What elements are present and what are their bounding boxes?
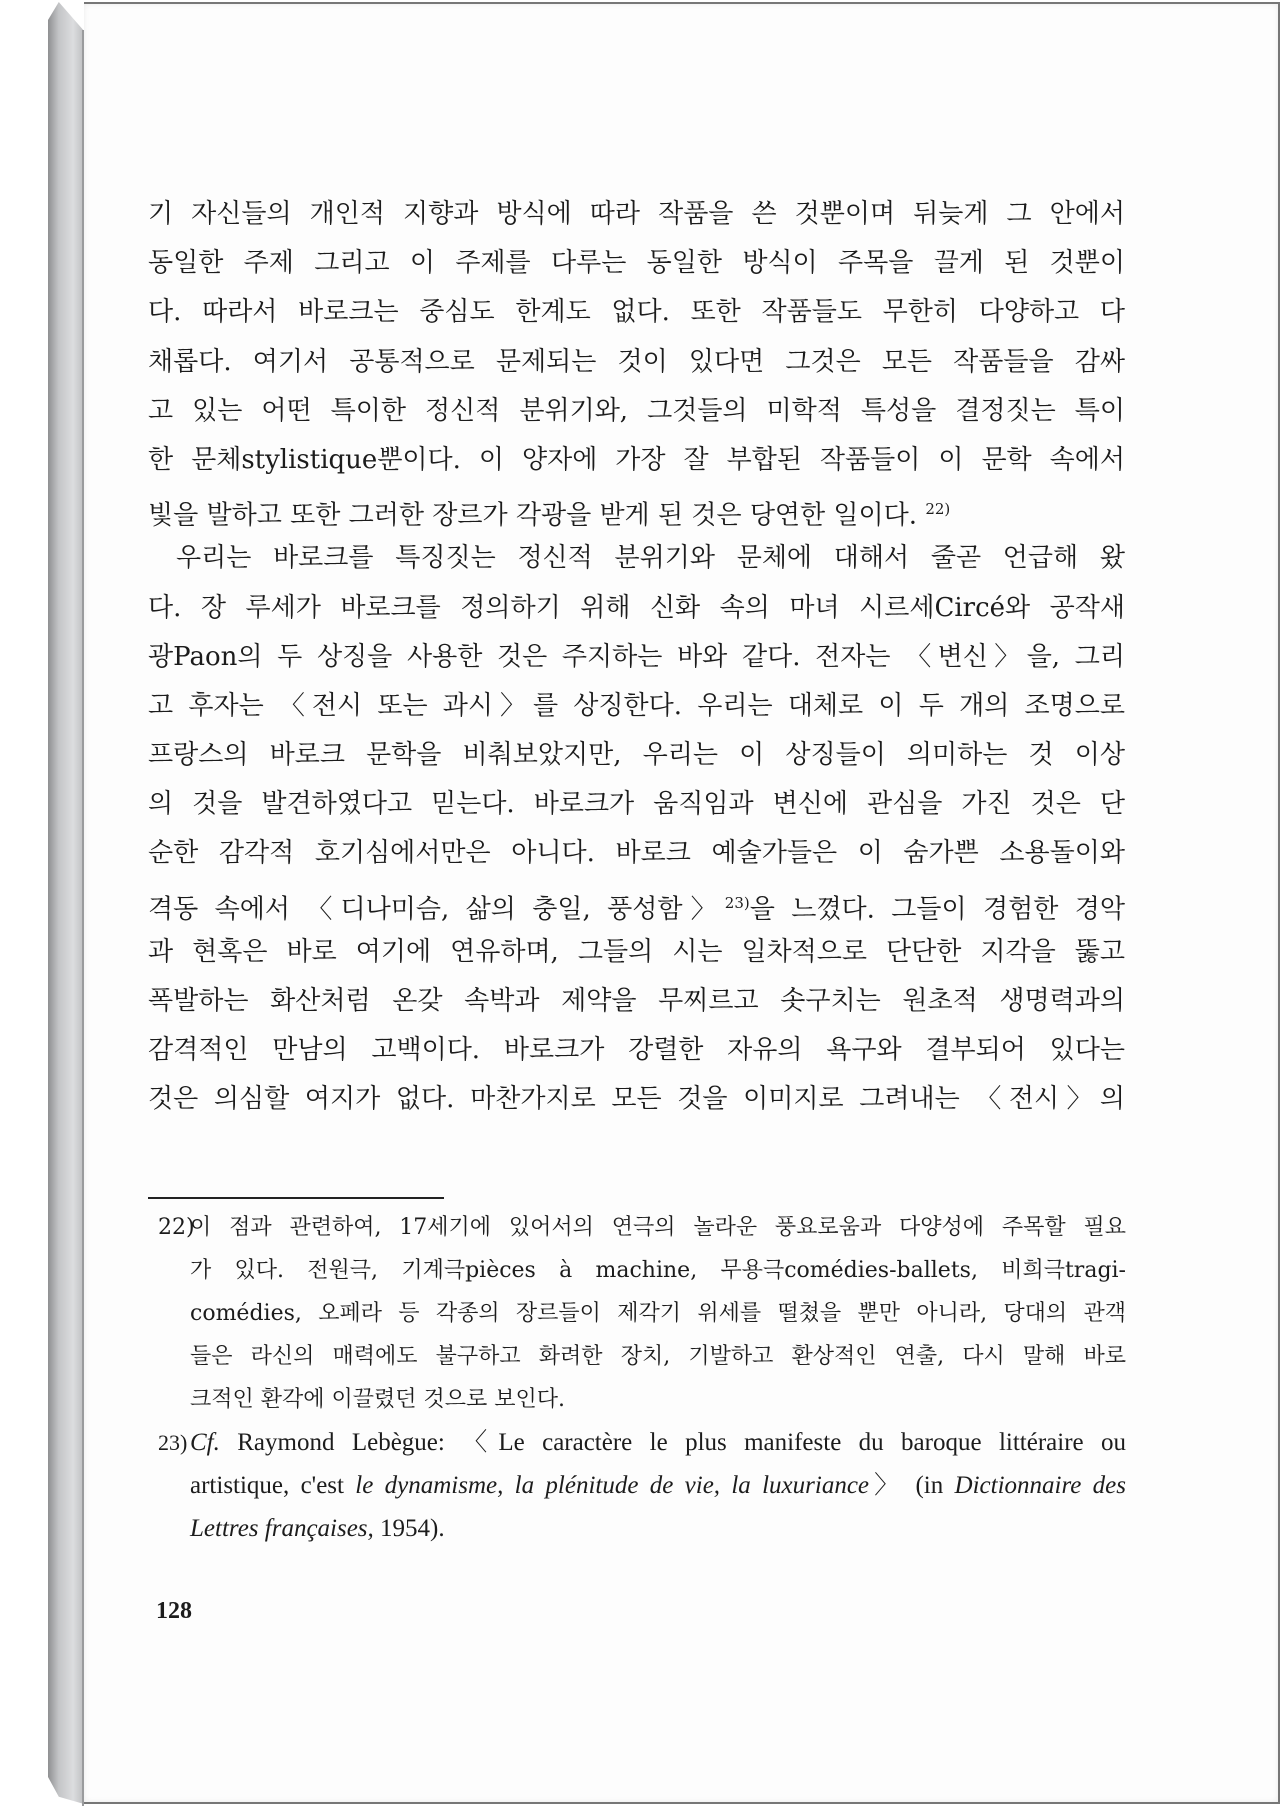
footnote-text: 이 점과 관련하여, 17세기에 있어서의 연극의 놀라운 풍요로움과 다양성에 주목할 필요	[190, 1215, 1126, 1240]
body-line: 우리는 바로크를 특징짓는 정신적 분위기와 문체에 대해서 줄곧 언급해 왔	[176, 543, 1125, 574]
body-line: 과 현혹은 바로 여기에 연유하며, 그들의 시는 일차적으로 단단한 지각을 뚫고	[148, 936, 1125, 967]
body-line: 채롭다. 여기서 공통적으로 문제되는 것이 있다면 그것은 모든 작품들을 감싸	[148, 346, 1125, 377]
note-ref-23: 23)	[724, 893, 750, 912]
body-line: 기 자신들의 개인적 지향과 방식에 따라 작품을 쓴 것뿐이며 뒤늦게 그 안에서	[148, 199, 1125, 229]
footnote-quote: le dynamisme, la plénitude de vie, la luxuriance	[355, 1472, 870, 1499]
note-ref-22: 22)	[925, 500, 951, 519]
body-line-text: 을 느꼈다. 그들이 경험한 경악	[749, 894, 1125, 925]
body-line: 고 있는 어떤 특이한 정신적 분위기와, 그것들의 미학적 특성을 결정짓는 특이	[148, 395, 1125, 426]
footnote-source-title: Dictionnaire des	[954, 1472, 1126, 1499]
footnote-number: 22)	[158, 1215, 195, 1240]
footnote-22-line: 들은 라신의 매력에도 불구하고 화려한 장치, 기발하고 환상적인 연출, 다시 말해 바로	[190, 1344, 1126, 1369]
body-line-text: 격동 속에서 〈디나미슴, 삶의 충일, 풍성함〉	[148, 894, 725, 925]
footnote-number: 23)	[158, 1430, 188, 1455]
footnote-source-title: Lettres françaises,	[190, 1515, 374, 1542]
body-line: 다. 따라서 바로크는 중심도 한계도 없다. 또한 작품들도 무한히 다양하고 다	[148, 297, 1125, 328]
footnote-23-line	[158, 1421, 1126, 1464]
footnote-22-line: comédies, 오페라 등 각종의 장르들이 제각기 위세를 떨쳤을 뿐만 아니라, 당대의 관객	[190, 1301, 1126, 1326]
body-line: 프랑스의 바로크 문학을 비춰보았지만, 우리는 이 상징들이 의미하는 것 이상	[148, 740, 1125, 771]
body-line: 감격적인 만남의 고백이다. 바로크가 강렬한 자유의 욕구와 결부되어 있다는	[148, 1035, 1125, 1066]
body-line: 한 문체stylistique뿐이다. 이 양자에 가장 잘 부합된 작품들이 이 문학 속에서	[148, 444, 1125, 475]
footnote-22-line	[158, 1206, 1126, 1249]
body-line: 순한 감각적 호기심에서만은 아니다. 바로크 예술가들은 이 숨가쁜 소용돌이와	[148, 838, 1125, 869]
page-number: 128	[156, 1598, 192, 1624]
body-line: 동일한 주제 그리고 이 주제를 다루는 동일한 방식이 주목을 끌게 된 것뿐이	[148, 248, 1125, 279]
footnote-22-line: 가 있다. 전원극, 기계극pièces à machine, 무용극comédies-ballets, 비희극tragi-	[190, 1258, 1126, 1283]
footnote-text: 〉 (in	[869, 1472, 955, 1499]
footnote-22-line: 크적인 환각에 이끌렸던 것으로 보인다.	[190, 1387, 565, 1412]
footnote-text: artistique, c'est	[190, 1472, 356, 1499]
book-spine-edge	[48, 2, 84, 1804]
body-line: 것은 의심할 여지가 없다. 마찬가지로 모든 것을 이미지로 그려내는 〈전시〉의	[148, 1084, 1125, 1115]
footnote-cf: Cf.	[190, 1429, 220, 1456]
footnote-text: Raymond Lebègue: 〈Le caractère le plus manifeste du baroque littéraire ou	[219, 1429, 1126, 1456]
footnote-23-line	[158, 1507, 1126, 1550]
footnote-23-line	[158, 1464, 1126, 1507]
footnote-divider	[148, 1197, 444, 1199]
body-line: 의 것을 발견하였다고 믿는다. 바로크가 움직임과 변신에 관심을 가진 것은 단	[148, 789, 1125, 820]
body-line: 고 후자는 〈전시 또는 과시〉를 상징한다. 우리는 대체로 이 두 개의 조명으로	[148, 690, 1125, 721]
footnotes	[158, 1206, 1126, 1550]
body-line	[148, 879, 1125, 928]
body-line-text: 빛을 발하고 또한 그러한 장르가 각광을 받게 된 것은 당연한 일이다.	[148, 500, 918, 531]
body-line: 다. 장 루세가 바로크를 정의하기 위해 신화 속의 마녀 시르세Circé와 공작새	[148, 592, 1125, 623]
footnote-year: 1954).	[373, 1515, 445, 1542]
body-text	[148, 190, 1125, 1125]
body-line: 광Paon의 두 상징을 사용한 것은 주지하는 바와 같다. 전자는 〈변신〉을, 그리	[148, 641, 1125, 672]
body-line	[148, 485, 1125, 534]
body-line: 폭발하는 화산처럼 온갖 속박과 제약을 무찌르고 솟구치는 원초적 생명력과의	[148, 986, 1125, 1016]
